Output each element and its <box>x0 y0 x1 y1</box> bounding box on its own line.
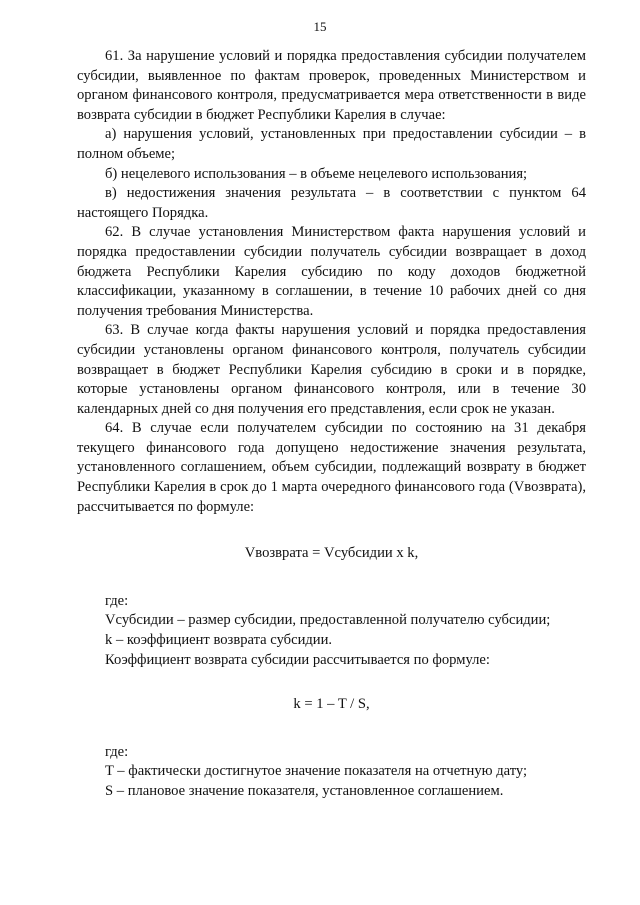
formula-k: k = 1 – T / S, <box>293 696 370 713</box>
item-a: а) нарушения условий, установленных при предоставлении субсидии – в полном объеме; <box>77 126 586 162</box>
formula-v-return: Vвозврата = Vсубсидии x k, <box>244 545 419 562</box>
paragraph-64: 64. В случае если получателем субсидии по состоянию на 31 декабря текущего финансового года допущено недостижение значения результата, установленного соглашением, объем субсидии, подлежащий возврату в бюджет Республики Карелия в срок до 1 марта очередного финансового года (Vвозврата), рассчитывается по формуле: <box>77 420 586 515</box>
definition-k: k – коэффициент возврата субсидии. <box>105 632 333 649</box>
paragraph-62: 62. В случае установления Министерством факта нарушения условий и порядка предоставлении субсидии получатель субсидии возвращает в доход бюджета Республики Карелия субсидию по коду доходов бюджетной классификации, указанному в соглашении, в течение 10 рабочих дней со дня получения требования Министерства. <box>77 224 586 319</box>
definition-t: T – фактически достигнутое значение показателя на отчетную дату; <box>105 763 528 780</box>
where-label-2: где: <box>105 743 129 760</box>
paragraph-61: 61. За нарушение условий и порядка предоставления субсидии получателем субсидии, выявленное по фактам проверок, проведенных Министерством и органом финансового контроля, предусматривается мера ответственности в виде возврата субсидии в бюджет Республики Карелия в случае: <box>77 48 586 123</box>
paragraph-63: 63. В случае когда факты нарушения условий и порядка предоставления субсидии установлены органом финансового контроля, получатель субсидии возвращает в бюджет Республики Карелия субсидию в сроки и в порядке, которые установлены органом финансового контроля, или в течение 30 календарных дней со дня получения его представления, если срок не указан. <box>77 322 586 417</box>
coefficient-intro: Коэффициент возврата субсидии рассчитывается по формуле: <box>105 651 490 668</box>
document-body <box>77 47 586 802</box>
definition-v-subsidy: Vсубсидии – размер субсидии, предоставленной получателю субсидии; <box>105 612 551 629</box>
definition-s: S – плановое значение показателя, установленное соглашением. <box>105 783 504 799</box>
where-label-1: где: <box>105 592 129 609</box>
page-number: 15 <box>313 19 327 34</box>
item-b: б) нецелевого использования – в объеме нецелевого использования; <box>105 165 528 182</box>
item-v: в) недостижения значения результата – в соответствии с пунктом 64 настоящего Порядка. <box>77 185 586 221</box>
